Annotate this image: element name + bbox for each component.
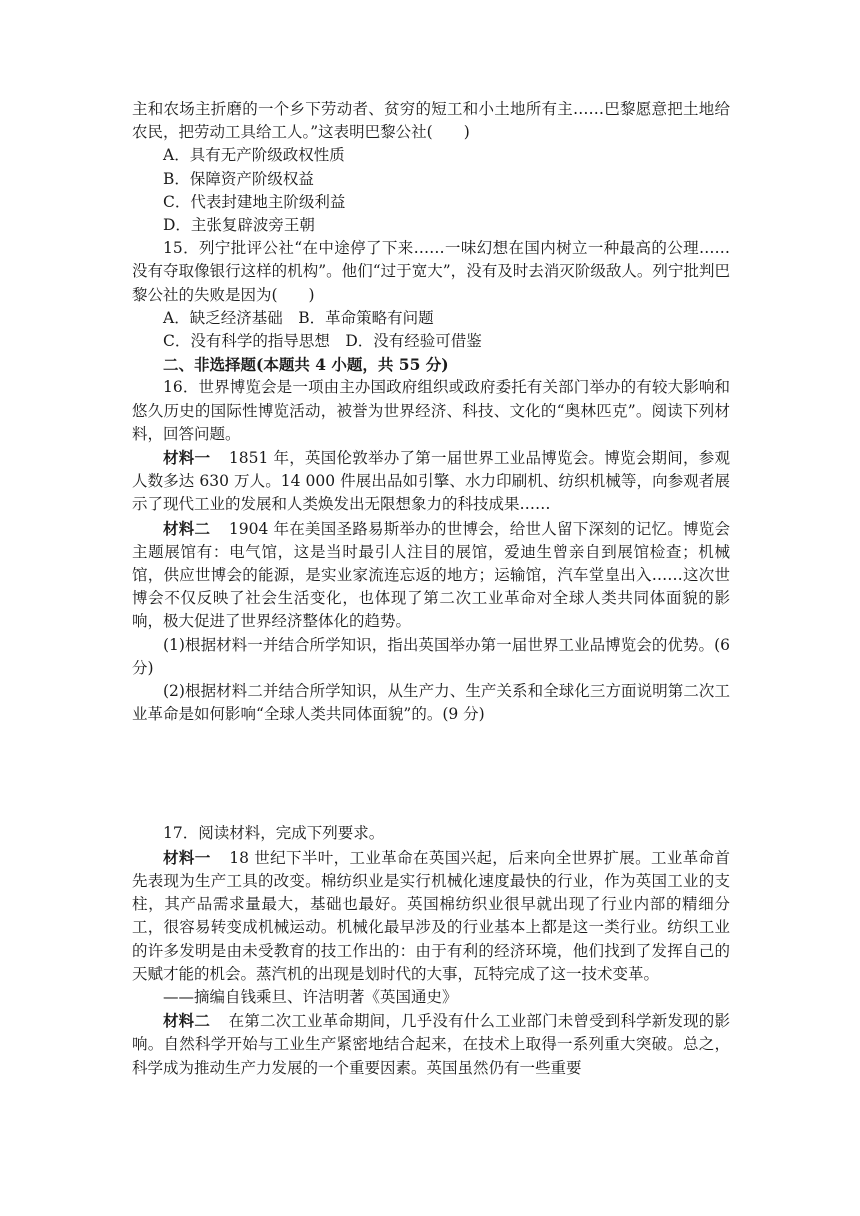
exam-page [132, 98, 730, 1080]
q16-material-1 [132, 446, 730, 517]
q17-stem: 17．阅读材料，完成下列要求。 [163, 824, 385, 843]
q16-subquestion-1: (1)根据材料一并结合所学知识，指出英国举办第一届世界工业品博览会的优势。(6 分) [132, 635, 730, 677]
q16-material-1-text: 1851 年，英国伦敦举办了第一届世界工业品博览会。博览会期间，参观人数多达 630 万人。14 000 件展出品如引擎、水力印刷机、纺织机械等，向参观者展示了现代工业的发展和人类焕发出无限想象力的科技成果…… [132, 449, 730, 514]
q16-material-2 [132, 517, 730, 634]
q16-material-2-text: 1904 年在美国圣路易斯举办的世博会，给世人留下深刻的记忆。博览会主题展馆有：电气馆，这是当时最引人注目的展馆，爱迪生曾亲自到展馆检查；机械馆，供应世博会的能源，是实业家流连忘返的地方；运输馆，汽车堂皇出入……这次世博会不仅反映了社会生活变化，也体现了第二次工业革命对全球人类共同体面貌的影响，极大促进了世界经济整体化的趋势。 [132, 519, 730, 631]
answer-space [132, 726, 730, 822]
q15-stem: 15．列宁批评公社“在中途停了下来……一味幻想在国内树立一种最高的公理……没有夺取像银行这样的机构”。他们“过于宽大”，没有及时去消灭阶级敌人。列宁批判巴黎公社的失败是因为( ) [132, 239, 730, 304]
section-2-title: 二、非选择题(本题共 4 小题，共 55 分) [163, 355, 449, 375]
q14-option-b: B．保障资产阶级权益 [163, 169, 314, 188]
q15-options-row1: A．缺乏经济基础 B．革命策略有问题 [163, 308, 434, 327]
q16-stem: 16．世界博览会是一项由主办国政府组织或政府委托有关部门举办的有较大影响和悠久历史的国际性博览活动，被誉为世界经济、科技、文化的“奥林匹克”。阅读下列材料，回答问题。 [132, 378, 730, 443]
q17-material-2-text: 在第二次工业革命期间，几乎没有什么工业部门未曾受到科学新发现的影响。自然科学开始与工业生产紧密地结合起来，在技术上取得一系列重大突破。总之，科学成为推动生产力发展的一个重要因素。英国虽然仍有一些重要 [132, 1012, 730, 1077]
q15-options-row2: C．没有科学的指导思想 D．没有经验可借鉴 [163, 332, 482, 351]
q16-subquestion-2: (2)根据材料二并结合所学知识，从生产力、生产关系和全球化三方面说明第二次工业革命是如何影响“全球人类共同体面貌”的。(9 分) [132, 682, 730, 724]
q17-material-2 [132, 1009, 730, 1080]
q17-material-1-text: 18 世纪下半叶，工业革命在英国兴起，后来向全世界扩展。工业革命首先表现为生产工具的改变。棉纺织业是实行机械化速度最快的行业，作为英国工业的支柱，其产品需求量最大，基础也最好。英国棉纺织业很早就出现了行业内部的精细分工，很容易转变成机械运动。机械化最早涉及的行业基本上都是这一类行业。纺织工业的许多发明是由未受教育的技工作出的：由于有利的经济环境，他们找到了发挥自己的天赋才能的机会。蒸汽机的出现是划时代的大事，瓦特完成了这一技术变革。 [132, 848, 730, 983]
q17-material-1-label: 材料一 [163, 847, 211, 867]
q14-option-a: A．具有无产阶级政权性质 [163, 146, 345, 165]
q17-material-2-label: 材料二 [163, 1011, 211, 1031]
q16-material-1-label: 材料一 [163, 448, 211, 468]
q14-option-c: C．代表封建地主阶级利益 [163, 192, 346, 211]
q14-option-d: D．主张复辟波旁王朝 [163, 216, 315, 235]
q17-material-1 [132, 846, 730, 986]
q14-continuation: 主和农场主折磨的一个乡下劳动者、贫穷的短工和小土地所有主……巴黎愿意把土地给农民，把劳动工具给工人。”这表明巴黎公社( ) [132, 100, 730, 142]
q16-material-2-label: 材料二 [163, 518, 211, 538]
q17-material-1-source: ——摘编自钱乘旦、许洁明著《英国通史》 [163, 987, 458, 1006]
